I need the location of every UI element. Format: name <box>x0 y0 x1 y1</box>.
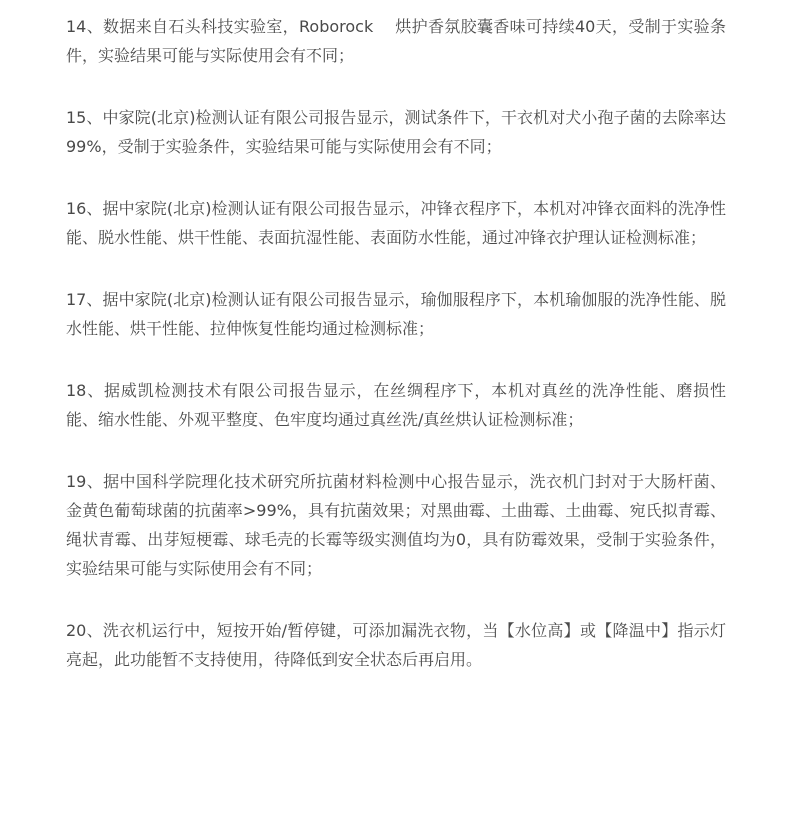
footnote-item <box>66 194 726 252</box>
footnote-item <box>66 103 726 161</box>
footnote-line: 脱水性能、烘干性能、拉伸恢复性能均通过检测标准； <box>66 290 726 338</box>
footnote-line: 起，此功能暂不支持使用，待降低到安全状态后再启用。 <box>82 650 483 669</box>
footnote-line: 20、洗衣机运行中，短按开始/暂停键，可添加漏洗衣物，当【水位高】或【降温中】指示灯亮 <box>66 621 726 669</box>
footnote-line: 件，实验结果可能与实际使用会有不同； <box>66 46 355 65</box>
footnote-line: 净性能、脱水性能、烘干性能、表面抗湿性能、表面防水性能，通过冲锋衣护理认证检测 <box>66 199 726 247</box>
footnote-line: 18、据威凯检测技术有限公司报告显示，在丝绸程序下，本机对真丝的洗净性能、磨损性 <box>66 381 726 400</box>
footnote-item <box>66 376 726 434</box>
footnote-item <box>66 12 726 70</box>
footnote-line: 条件，实验结果可能与实际使用会有不同； <box>66 530 726 578</box>
footnote-item <box>66 467 726 583</box>
footnote-line: 达99%，受制于实验条件，实验结果可能与实际使用会有不同； <box>66 108 726 156</box>
footnote-line: 能、缩水性能、外观平整度、色牢度均通过真丝洗/真丝烘认证检测标准； <box>66 410 584 429</box>
footnote-line: 15、中家院(北京)检测认证有限公司报告显示，测试条件下，干衣机对犬小孢子菌的去除率 <box>66 108 710 127</box>
footnotes-list <box>66 12 726 707</box>
footnote-item <box>66 616 726 674</box>
footnote-line: 16、据中家院(北京)检测认证有限公司报告显示，冲锋衣程序下，本机对冲锋衣面料的洗 <box>66 199 694 218</box>
footnote-line: 菌、金黄色葡萄球菌的抗菌率>99%，具有抗菌效果；对黑曲霉、土曲霉、土曲霉、宛氏拟青 <box>66 472 726 520</box>
footnote-line: 14、数据来自石头科技实验室，Roborock 烘护香氛胶囊香味可持续40天，受制于实验条 <box>66 17 726 36</box>
footnote-line: 17、据中家院(北京)检测认证有限公司报告显示，瑜伽服程序下，本机瑜伽服的洗净性能、 <box>66 290 710 309</box>
footnote-line: 标准； <box>658 228 707 247</box>
footnote-line: 霉、绳状青霉、出芽短梗霉、球毛壳的长霉等级实测值均为0，具有防霉效果，受制于实验 <box>66 501 726 549</box>
footnote-line: 19、据中国科学院理化技术研究所抗菌材料检测中心报告显示，洗衣机门封对于大肠杆 <box>66 472 694 491</box>
footnote-item <box>66 285 726 343</box>
